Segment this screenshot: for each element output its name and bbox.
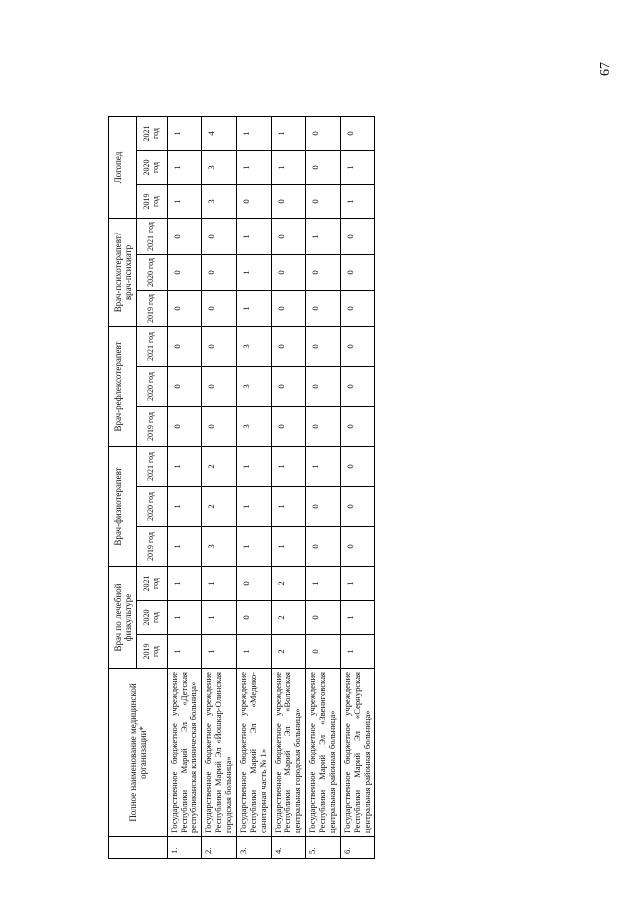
table-row — [271, 117, 306, 859]
value-cell: 2 — [271, 635, 306, 669]
value-cell: 0 — [306, 291, 341, 327]
value-cell: 0 — [340, 219, 375, 255]
value-cell: 0 — [340, 291, 375, 327]
table-row — [236, 117, 271, 859]
group-header-physio: Врач-физиотерапевт — [109, 447, 137, 567]
value-cell: 0 — [236, 567, 271, 601]
value-cell: 0 — [271, 407, 306, 447]
value-cell: 1 — [236, 255, 271, 291]
value-cell: 0 — [271, 219, 306, 255]
value-cell: 0 — [340, 327, 375, 367]
row-number: 5. — [306, 837, 341, 859]
value-cell: 0 — [306, 487, 341, 527]
value-cell: 1 — [167, 151, 202, 185]
value-cell: 0 — [202, 291, 237, 327]
value-cell: 0 — [202, 255, 237, 291]
value-cell: 0 — [167, 219, 202, 255]
value-cell: 0 — [271, 185, 306, 219]
value-cell: 1 — [167, 487, 202, 527]
value-cell: 1 — [340, 151, 375, 185]
value-cell: 1 — [236, 447, 271, 487]
year-header: 2021 год — [136, 567, 167, 601]
value-cell: 0 — [340, 407, 375, 447]
row-number: 4. — [271, 837, 306, 859]
value-cell: 0 — [340, 527, 375, 567]
row-number: 2. — [202, 837, 237, 859]
table-row — [202, 117, 237, 859]
year-header: 2021 год — [136, 219, 167, 255]
year-header: 2021 год — [136, 117, 167, 151]
value-cell: 0 — [271, 291, 306, 327]
value-cell: 1 — [202, 601, 237, 635]
value-cell: 1 — [202, 567, 237, 601]
value-cell: 0 — [271, 367, 306, 407]
group-header-logoped: Логопед — [109, 117, 137, 219]
organization-name: Государственное бюджетное учреждение Республики Марий Эл «Волжская центральная городская больница» — [271, 669, 306, 837]
organization-name: Государственное бюджетное учреждение Республики Марий Эл «Сернурская центральная районная больница» — [340, 669, 375, 837]
value-cell: 1 — [340, 635, 375, 669]
value-cell: 0 — [306, 367, 341, 407]
table-row — [340, 117, 375, 859]
value-cell: 0 — [202, 407, 237, 447]
value-cell: 1 — [167, 447, 202, 487]
value-cell: 0 — [306, 601, 341, 635]
value-cell: 3 — [202, 527, 237, 567]
value-cell: 1 — [306, 447, 341, 487]
group-header-psycho: Врач-психотерапевт/ врач-психиатр — [109, 219, 137, 327]
year-header: 2020 год — [136, 367, 167, 407]
year-header: 2019 год — [136, 291, 167, 327]
value-cell: 0 — [306, 255, 341, 291]
value-cell: 1 — [236, 635, 271, 669]
group-header-lfk: Врач по лечебной физкультуре — [109, 567, 137, 669]
value-cell: 2 — [202, 487, 237, 527]
table-body — [167, 117, 375, 859]
value-cell: 1 — [236, 487, 271, 527]
value-cell: 4 — [202, 117, 237, 151]
row-number: 3. — [236, 837, 271, 859]
value-cell: 0 — [236, 601, 271, 635]
value-cell: 0 — [306, 635, 341, 669]
value-cell: 0 — [167, 327, 202, 367]
organization-name: Государственное бюджетное учреждение Республики Марий Эл «Звениговская центральная районная больница» — [306, 669, 341, 837]
value-cell: 3 — [236, 367, 271, 407]
value-cell: 0 — [306, 185, 341, 219]
value-cell: 3 — [202, 185, 237, 219]
value-cell: 1 — [236, 117, 271, 151]
value-cell: 1 — [236, 151, 271, 185]
row-number: 1. — [167, 837, 202, 859]
year-header: 2019 год — [136, 185, 167, 219]
value-cell: 1 — [167, 527, 202, 567]
year-header: 2020 год — [136, 255, 167, 291]
value-cell: 1 — [236, 219, 271, 255]
year-header: 2020 год — [136, 601, 167, 635]
year-header: 2019 год — [136, 527, 167, 567]
value-cell: 1 — [306, 219, 341, 255]
value-cell: 0 — [306, 407, 341, 447]
organization-name: Государственное бюджетное учреждение Республики Марий Эл «Йошкар-Олинская городская больница» — [202, 669, 237, 837]
value-cell: 0 — [271, 327, 306, 367]
value-cell: 1 — [340, 185, 375, 219]
year-header: 2019 год — [136, 407, 167, 447]
value-cell: 0 — [306, 151, 341, 185]
value-cell: 1 — [271, 117, 306, 151]
value-cell: 0 — [167, 255, 202, 291]
year-header: 2020 год — [136, 151, 167, 185]
value-cell: 2 — [202, 447, 237, 487]
value-cell: 1 — [271, 151, 306, 185]
value-cell: 0 — [202, 327, 237, 367]
org-header: Полное наименование медицинской организации* — [109, 669, 168, 837]
value-cell: 0 — [340, 255, 375, 291]
value-cell: 0 — [340, 367, 375, 407]
page-number: 67 — [598, 62, 613, 76]
value-cell: 1 — [202, 635, 237, 669]
value-cell: 0 — [202, 219, 237, 255]
value-cell: 0 — [340, 487, 375, 527]
group-header-reflexo: Врач-рефлексотерапевт — [109, 327, 137, 447]
year-header: 2019 год — [136, 635, 167, 669]
value-cell: 1 — [167, 567, 202, 601]
value-cell: 1 — [271, 527, 306, 567]
value-cell: 1 — [271, 487, 306, 527]
value-cell: 1 — [340, 601, 375, 635]
year-header: 2021 год — [136, 327, 167, 367]
value-cell: 3 — [202, 151, 237, 185]
value-cell: 0 — [306, 527, 341, 567]
num-header — [109, 837, 168, 859]
header-row-groups — [109, 117, 137, 859]
value-cell: 0 — [306, 117, 341, 151]
table-row — [306, 117, 341, 859]
value-cell: 1 — [167, 185, 202, 219]
organization-name: Государственное бюджетное учреждение Республики Марий Эл «Медико-санитарная часть № 1» — [236, 669, 271, 837]
value-cell: 0 — [306, 327, 341, 367]
value-cell: 0 — [202, 367, 237, 407]
staff-table — [108, 116, 375, 859]
value-cell: 1 — [236, 291, 271, 327]
table-row — [167, 117, 202, 859]
row-number: 6. — [340, 837, 375, 859]
value-cell: 0 — [271, 255, 306, 291]
value-cell: 1 — [340, 567, 375, 601]
value-cell: 1 — [236, 527, 271, 567]
value-cell: 0 — [167, 291, 202, 327]
value-cell: 2 — [271, 601, 306, 635]
value-cell: 0 — [236, 185, 271, 219]
value-cell: 3 — [236, 327, 271, 367]
value-cell: 2 — [271, 567, 306, 601]
value-cell: 0 — [340, 117, 375, 151]
value-cell: 1 — [271, 447, 306, 487]
value-cell: 3 — [236, 407, 271, 447]
year-header: 2021 год — [136, 447, 167, 487]
year-header: 2020 год — [136, 487, 167, 527]
organization-name: Государственное бюджетное учреждение Республики Марий Эл «Детская республиканская клиническая больница» — [167, 669, 202, 837]
value-cell: 1 — [167, 635, 202, 669]
value-cell: 1 — [167, 117, 202, 151]
value-cell: 1 — [306, 567, 341, 601]
value-cell: 0 — [167, 407, 202, 447]
value-cell: 1 — [167, 601, 202, 635]
value-cell: 0 — [167, 367, 202, 407]
value-cell: 0 — [340, 447, 375, 487]
